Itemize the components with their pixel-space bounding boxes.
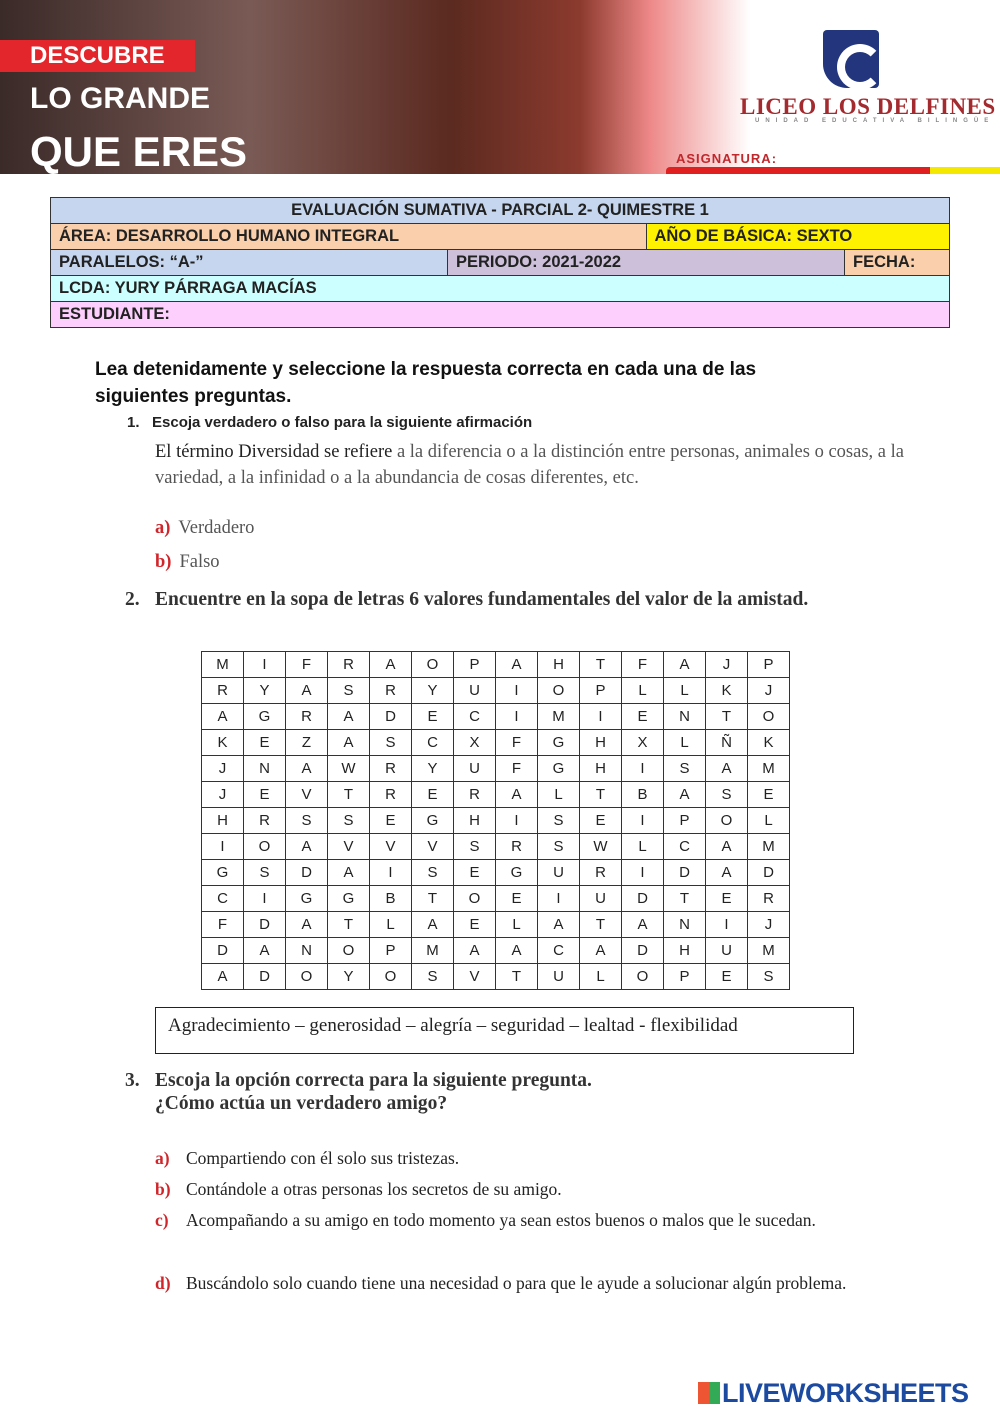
grid-cell[interactable]: P bbox=[664, 964, 706, 990]
grid-cell[interactable]: I bbox=[622, 808, 664, 834]
option-letter: d) bbox=[155, 1273, 171, 1293]
grid-cell[interactable]: A bbox=[286, 834, 328, 860]
grid-cell[interactable]: P bbox=[748, 652, 790, 678]
grid-cell[interactable]: J bbox=[202, 756, 244, 782]
grid-cell[interactable]: D bbox=[370, 704, 412, 730]
grid-cell[interactable]: C bbox=[202, 886, 244, 912]
q3-option-d[interactable] bbox=[155, 1268, 875, 1299]
grid-row bbox=[202, 860, 790, 886]
q1-option-b[interactable] bbox=[155, 552, 220, 573]
grid-cell[interactable]: T bbox=[580, 652, 622, 678]
grid-row bbox=[202, 652, 790, 678]
grid-cell[interactable]: N bbox=[664, 912, 706, 938]
subject-label: ASIGNATURA: bbox=[676, 151, 778, 166]
grid-cell[interactable]: L bbox=[664, 678, 706, 704]
grid-cell[interactable]: G bbox=[202, 860, 244, 886]
grid-cell[interactable]: A bbox=[706, 860, 748, 886]
option-letter: a) bbox=[155, 1148, 170, 1168]
grid-row bbox=[202, 886, 790, 912]
school-name: LICEO LOS DELFINES bbox=[740, 94, 996, 119]
grid-cell[interactable]: P bbox=[580, 678, 622, 704]
grid-cell[interactable]: D bbox=[244, 964, 286, 990]
grid-cell[interactable]: V bbox=[286, 782, 328, 808]
q1-statement bbox=[155, 439, 905, 491]
fecha-field[interactable]: FECHA: bbox=[845, 250, 950, 276]
grid-cell[interactable]: F bbox=[496, 756, 538, 782]
grid-cell[interactable]: H bbox=[664, 938, 706, 964]
grid-cell[interactable]: D bbox=[286, 860, 328, 886]
grid-cell[interactable]: O bbox=[454, 886, 496, 912]
q1-number: 1. bbox=[127, 414, 140, 431]
grid-cell[interactable]: E bbox=[622, 704, 664, 730]
grid-cell[interactable]: R bbox=[202, 678, 244, 704]
grid-cell[interactable]: I bbox=[202, 834, 244, 860]
grid-cell[interactable]: J bbox=[706, 652, 748, 678]
grid-cell[interactable]: U bbox=[538, 860, 580, 886]
grid-cell[interactable]: L bbox=[496, 912, 538, 938]
grid-cell[interactable]: U bbox=[454, 756, 496, 782]
grid-cell[interactable]: A bbox=[286, 678, 328, 704]
grid-cell[interactable]: E bbox=[748, 782, 790, 808]
grid-cell[interactable]: A bbox=[496, 782, 538, 808]
grid-cell[interactable]: I bbox=[370, 860, 412, 886]
grid-cell[interactable]: B bbox=[622, 782, 664, 808]
grid-cell[interactable]: G bbox=[496, 860, 538, 886]
option-text: Acompañando a su amigo en todo momento ya sean estos buenos o malos que le sucedan. bbox=[186, 1210, 816, 1230]
dolphin-logo-icon bbox=[823, 30, 879, 88]
grid-cell[interactable]: M bbox=[412, 938, 454, 964]
option-letter: a) bbox=[155, 518, 171, 538]
option-text: Compartiendo con él solo sus tristezas. bbox=[186, 1148, 460, 1168]
grid-cell[interactable]: D bbox=[664, 860, 706, 886]
grid-cell[interactable]: N bbox=[286, 938, 328, 964]
grid-cell[interactable]: S bbox=[328, 678, 370, 704]
grid-cell[interactable]: X bbox=[454, 730, 496, 756]
year-cell: AÑO DE BÁSICA: SEXTO bbox=[646, 224, 950, 250]
grid-cell[interactable]: K bbox=[202, 730, 244, 756]
grid-cell[interactable]: P bbox=[454, 652, 496, 678]
grid-cell[interactable]: N bbox=[664, 704, 706, 730]
grid-cell[interactable]: K bbox=[748, 730, 790, 756]
q3-question: ¿Cómo actúa un verdadero amigo? bbox=[155, 1093, 448, 1114]
grid-cell[interactable]: V bbox=[328, 834, 370, 860]
grid-cell[interactable]: T bbox=[664, 886, 706, 912]
option-letter: c) bbox=[155, 1210, 169, 1230]
grid-cell[interactable]: U bbox=[538, 964, 580, 990]
grid-cell[interactable]: T bbox=[412, 886, 454, 912]
grid-cell[interactable]: F bbox=[286, 652, 328, 678]
grid-cell[interactable]: A bbox=[580, 938, 622, 964]
grid-cell[interactable]: M bbox=[748, 756, 790, 782]
grid-cell[interactable]: O bbox=[370, 964, 412, 990]
grid-cell[interactable]: D bbox=[748, 860, 790, 886]
grid-cell[interactable]: R bbox=[370, 782, 412, 808]
teacher-cell: LCDA: YURY PÁRRAGA MACÍAS bbox=[51, 276, 950, 302]
grid-cell[interactable]: E bbox=[370, 808, 412, 834]
grid-cell[interactable]: U bbox=[454, 678, 496, 704]
grid-cell[interactable]: F bbox=[496, 730, 538, 756]
area-cell: ÁREA: DESARROLLO HUMANO INTEGRAL bbox=[51, 224, 647, 250]
q3-option-b[interactable] bbox=[155, 1174, 875, 1205]
option-letter: b) bbox=[155, 1179, 171, 1199]
grid-cell[interactable]: A bbox=[496, 938, 538, 964]
grid-cell[interactable]: O bbox=[538, 678, 580, 704]
grid-cell[interactable]: A bbox=[202, 964, 244, 990]
grid-cell[interactable]: A bbox=[328, 730, 370, 756]
grid-cell[interactable]: S bbox=[538, 834, 580, 860]
grid-cell[interactable]: H bbox=[580, 756, 622, 782]
grid-cell[interactable]: F bbox=[202, 912, 244, 938]
liveworksheets-logo bbox=[698, 1378, 969, 1409]
grid-cell[interactable]: R bbox=[748, 886, 790, 912]
grid-cell[interactable]: F bbox=[622, 652, 664, 678]
grid-row bbox=[202, 938, 790, 964]
grid-cell[interactable]: Y bbox=[412, 678, 454, 704]
grid-cell[interactable]: M bbox=[202, 652, 244, 678]
grid-cell[interactable]: W bbox=[580, 834, 622, 860]
grid-cell[interactable]: E bbox=[244, 782, 286, 808]
grid-cell[interactable]: M bbox=[748, 938, 790, 964]
grid-cell[interactable]: O bbox=[748, 704, 790, 730]
q1-heading bbox=[127, 414, 532, 431]
q1-option-a[interactable] bbox=[155, 518, 254, 539]
grid-cell[interactable]: J bbox=[748, 912, 790, 938]
grid-cell[interactable]: T bbox=[706, 704, 748, 730]
grid-cell[interactable]: D bbox=[244, 912, 286, 938]
grid-cell[interactable]: U bbox=[580, 886, 622, 912]
grid-cell[interactable]: I bbox=[244, 652, 286, 678]
option-text: Buscándolo solo cuando tiene una necesidad o para que le ayude a solucionar algún problema. bbox=[186, 1273, 847, 1293]
grid-cell[interactable]: I bbox=[706, 912, 748, 938]
grid-cell[interactable]: R bbox=[244, 808, 286, 834]
grid-cell[interactable]: Y bbox=[412, 756, 454, 782]
grid-cell[interactable]: E bbox=[580, 808, 622, 834]
q3-option-a[interactable] bbox=[155, 1143, 875, 1174]
grid-cell[interactable]: A bbox=[202, 704, 244, 730]
grid-row bbox=[202, 808, 790, 834]
banner-line2: LO GRANDE bbox=[30, 82, 210, 115]
grid-row bbox=[202, 964, 790, 990]
grid-cell[interactable]: R bbox=[496, 834, 538, 860]
grid-cell[interactable]: G bbox=[244, 704, 286, 730]
banner-badge: DESCUBRE bbox=[0, 40, 195, 72]
grid-cell[interactable]: P bbox=[370, 938, 412, 964]
grid-cell[interactable]: V bbox=[412, 834, 454, 860]
grid-cell[interactable]: I bbox=[538, 886, 580, 912]
q3-heading bbox=[125, 1069, 895, 1115]
grid-cell[interactable]: S bbox=[538, 808, 580, 834]
grid-row bbox=[202, 704, 790, 730]
grid-cell[interactable]: E bbox=[706, 886, 748, 912]
grid-cell[interactable]: I bbox=[496, 808, 538, 834]
grid-cell[interactable]: R bbox=[328, 652, 370, 678]
liveworksheets-icon bbox=[698, 1382, 720, 1404]
grid-cell[interactable]: X bbox=[622, 730, 664, 756]
grid-cell[interactable]: S bbox=[370, 730, 412, 756]
grid-cell[interactable]: T bbox=[328, 912, 370, 938]
q1-title: Escoja verdadero o falso para la siguiente afirmación bbox=[152, 414, 533, 431]
grid-cell[interactable]: A bbox=[496, 652, 538, 678]
grid-cell[interactable]: L bbox=[580, 964, 622, 990]
grid-cell[interactable]: T bbox=[496, 964, 538, 990]
grid-cell[interactable]: L bbox=[370, 912, 412, 938]
brand-text: LIVEWORKSHEETS bbox=[722, 1378, 969, 1408]
grid-cell[interactable]: G bbox=[286, 886, 328, 912]
q2-number: 2. bbox=[125, 589, 140, 610]
grid-cell[interactable]: S bbox=[244, 860, 286, 886]
grid-cell[interactable]: I bbox=[244, 886, 286, 912]
q2-title: Encuentre en la sopa de letras 6 valores fundamentales del valor de la amistad. bbox=[155, 589, 809, 610]
grid-cell[interactable]: G bbox=[412, 808, 454, 834]
grid-cell[interactable]: S bbox=[412, 964, 454, 990]
grid-cell[interactable]: E bbox=[706, 964, 748, 990]
grid-cell[interactable]: A bbox=[664, 652, 706, 678]
grid-row bbox=[202, 756, 790, 782]
grid-cell[interactable]: A bbox=[622, 912, 664, 938]
grid-row bbox=[202, 912, 790, 938]
grid-cell[interactable]: I bbox=[496, 704, 538, 730]
banner-line3: QUE ERES bbox=[30, 128, 248, 175]
periodo-cell: PERIODO: 2021-2022 bbox=[448, 250, 845, 276]
grid-cell[interactable]: A bbox=[538, 912, 580, 938]
grid-cell[interactable]: T bbox=[580, 912, 622, 938]
grid-cell[interactable]: E bbox=[454, 860, 496, 886]
grid-cell[interactable]: M bbox=[748, 834, 790, 860]
grid-cell[interactable]: A bbox=[244, 938, 286, 964]
option-letter: b) bbox=[155, 552, 172, 572]
grid-cell[interactable]: O bbox=[286, 964, 328, 990]
grid-cell[interactable]: E bbox=[496, 886, 538, 912]
grid-cell[interactable]: L bbox=[664, 730, 706, 756]
school-subtitle: UNIDAD EDUCATIVA BILINGÜE bbox=[755, 118, 995, 124]
grid-cell[interactable]: T bbox=[580, 782, 622, 808]
grid-cell[interactable]: D bbox=[622, 886, 664, 912]
grid-cell[interactable]: S bbox=[706, 782, 748, 808]
grid-cell[interactable]: Z bbox=[286, 730, 328, 756]
grid-cell[interactable]: A bbox=[706, 834, 748, 860]
grid-cell[interactable]: C bbox=[454, 704, 496, 730]
grid-cell[interactable]: I bbox=[622, 860, 664, 886]
grid-cell[interactable]: A bbox=[706, 756, 748, 782]
grid-cell[interactable]: S bbox=[328, 808, 370, 834]
q3-option-c[interactable] bbox=[155, 1205, 875, 1236]
q1-lead: El término Diversidad se refiere bbox=[155, 442, 393, 462]
grid-cell[interactable]: E bbox=[412, 782, 454, 808]
grid-cell[interactable]: G bbox=[538, 730, 580, 756]
grid-cell[interactable]: S bbox=[664, 756, 706, 782]
grid-cell[interactable]: H bbox=[538, 652, 580, 678]
grid-cell[interactable]: N bbox=[244, 756, 286, 782]
grid-cell[interactable]: A bbox=[328, 860, 370, 886]
grid-cell[interactable]: Y bbox=[328, 964, 370, 990]
paralelos-cell: PARALELOS: “A-” bbox=[51, 250, 448, 276]
grid-row bbox=[202, 730, 790, 756]
grid-cell[interactable]: O bbox=[706, 808, 748, 834]
grid-cell[interactable]: I bbox=[580, 704, 622, 730]
grid-cell[interactable]: A bbox=[454, 938, 496, 964]
grid-cell[interactable]: G bbox=[538, 756, 580, 782]
grid-cell[interactable]: H bbox=[454, 808, 496, 834]
grid-cell[interactable]: Ñ bbox=[706, 730, 748, 756]
grid-cell[interactable]: A bbox=[286, 756, 328, 782]
grid-cell[interactable]: L bbox=[622, 834, 664, 860]
option-text: Falso bbox=[179, 552, 220, 572]
grid-row bbox=[202, 834, 790, 860]
grid-cell[interactable]: S bbox=[412, 860, 454, 886]
grid-cell[interactable]: A bbox=[370, 652, 412, 678]
grid-cell[interactable]: R bbox=[286, 704, 328, 730]
grid-cell[interactable]: C bbox=[664, 834, 706, 860]
grid-cell[interactable]: R bbox=[370, 756, 412, 782]
grid-cell[interactable]: J bbox=[748, 678, 790, 704]
grid-cell[interactable]: R bbox=[580, 860, 622, 886]
grid-cell[interactable]: Y bbox=[244, 678, 286, 704]
option-text: Contándole a otras personas los secretos de su amigo. bbox=[186, 1179, 562, 1199]
grid-cell[interactable]: K bbox=[706, 678, 748, 704]
grid-cell[interactable]: U bbox=[706, 938, 748, 964]
grid-cell[interactable]: V bbox=[370, 834, 412, 860]
grid-cell[interactable]: T bbox=[328, 782, 370, 808]
grid-cell[interactable]: B bbox=[370, 886, 412, 912]
grid-cell[interactable]: S bbox=[748, 964, 790, 990]
option-text: Verdadero bbox=[178, 518, 255, 538]
grid-cell[interactable]: C bbox=[412, 730, 454, 756]
grid-cell[interactable]: A bbox=[412, 912, 454, 938]
grid-cell[interactable]: P bbox=[664, 808, 706, 834]
grid-cell[interactable]: J bbox=[202, 782, 244, 808]
grid-cell[interactable]: H bbox=[202, 808, 244, 834]
q1-text: a la diferencia o a la distinción entre personas, animales o cosas, a la variedad, a la infinidad o a la abundancia de cosas diferentes, etc. bbox=[155, 442, 904, 488]
red-bar bbox=[666, 167, 930, 174]
grid-cell[interactable]: D bbox=[202, 938, 244, 964]
grid-cell[interactable]: C bbox=[538, 938, 580, 964]
grid-cell[interactable]: S bbox=[286, 808, 328, 834]
q3-number: 3. bbox=[125, 1070, 140, 1091]
q2-heading bbox=[125, 588, 895, 611]
q3-title: Escoja la opción correcta para la siguiente pregunta. bbox=[155, 1070, 592, 1091]
grid-cell[interactable]: E bbox=[244, 730, 286, 756]
word-search-grid[interactable] bbox=[201, 651, 790, 990]
grid-cell[interactable]: O bbox=[622, 964, 664, 990]
word-list-box: Agradecimiento – generosidad – alegría – seguridad – lealtad - flexibilidad bbox=[155, 1007, 854, 1054]
grid-cell[interactable]: M bbox=[538, 704, 580, 730]
grid-cell[interactable]: A bbox=[328, 704, 370, 730]
grid-cell[interactable]: L bbox=[748, 808, 790, 834]
grid-cell[interactable]: S bbox=[454, 834, 496, 860]
grid-cell[interactable]: R bbox=[454, 782, 496, 808]
grid-cell[interactable]: D bbox=[622, 938, 664, 964]
grid-cell[interactable]: O bbox=[328, 938, 370, 964]
grid-cell[interactable]: R bbox=[370, 678, 412, 704]
grid-cell[interactable]: G bbox=[328, 886, 370, 912]
grid-cell[interactable]: I bbox=[496, 678, 538, 704]
grid-cell[interactable]: E bbox=[454, 912, 496, 938]
grid-cell[interactable]: A bbox=[286, 912, 328, 938]
grid-cell[interactable]: L bbox=[538, 782, 580, 808]
yellow-bar bbox=[930, 167, 1000, 174]
grid-row bbox=[202, 782, 790, 808]
grid-cell[interactable]: H bbox=[580, 730, 622, 756]
grid-cell[interactable]: E bbox=[412, 704, 454, 730]
instructions: Lea detenidamente y seleccione la respuesta correcta en cada una de las siguientes preguntas. bbox=[95, 359, 757, 407]
grid-cell[interactable]: L bbox=[622, 678, 664, 704]
grid-row bbox=[202, 678, 790, 704]
student-field[interactable]: ESTUDIANTE: bbox=[51, 302, 950, 328]
grid-cell[interactable]: V bbox=[454, 964, 496, 990]
grid-cell[interactable]: A bbox=[664, 782, 706, 808]
grid-cell[interactable]: I bbox=[622, 756, 664, 782]
grid-cell[interactable]: W bbox=[328, 756, 370, 782]
grid-cell[interactable]: O bbox=[244, 834, 286, 860]
exam-title: EVALUACIÓN SUMATIVA - PARCIAL 2- QUIMESTRE 1 bbox=[51, 198, 950, 224]
grid-cell[interactable]: O bbox=[412, 652, 454, 678]
info-table bbox=[50, 197, 950, 328]
